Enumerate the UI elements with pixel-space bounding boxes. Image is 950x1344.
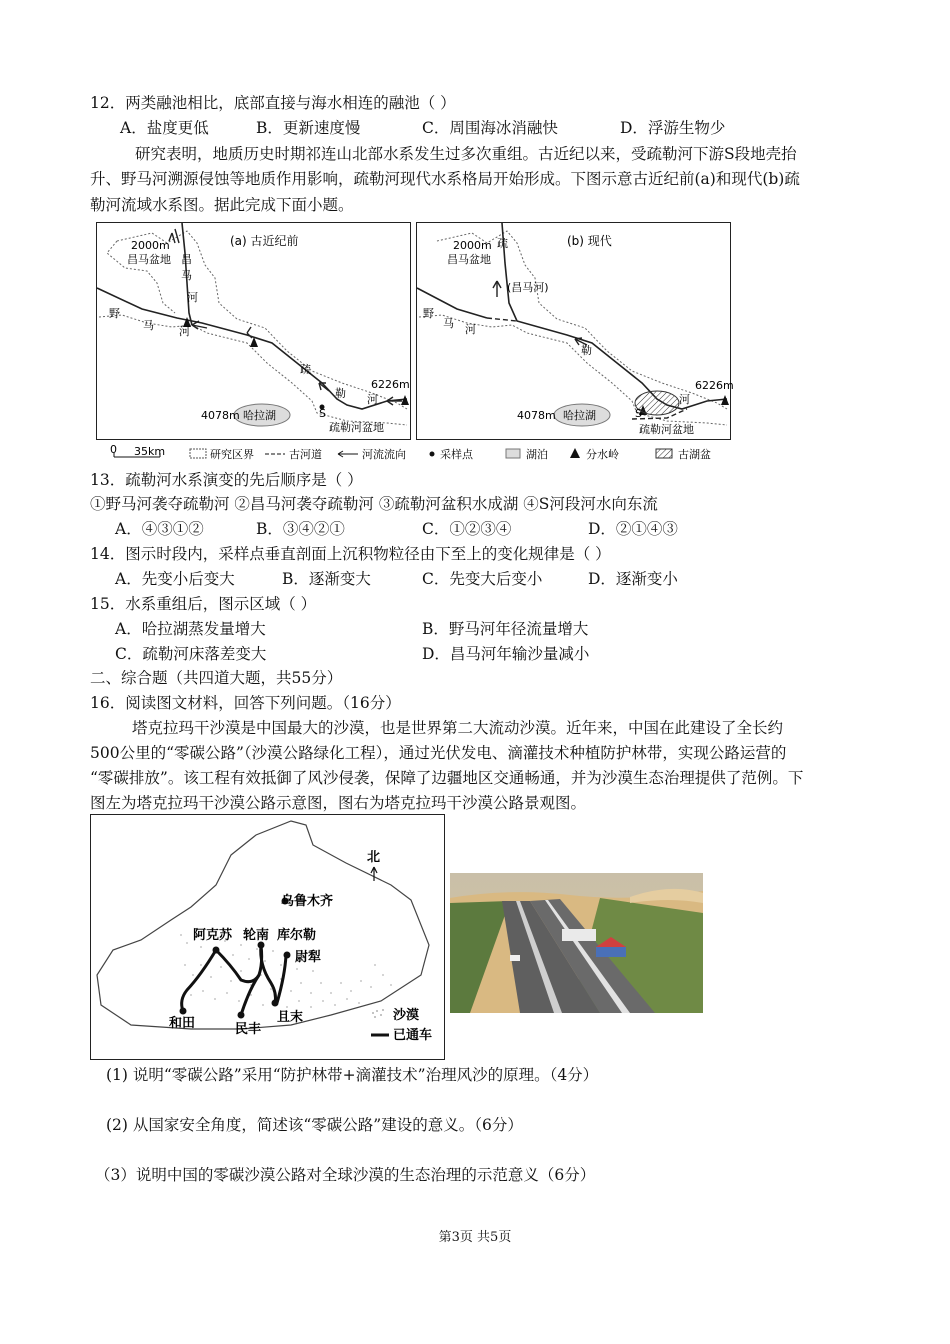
scale-35km: 35km <box>134 445 166 458</box>
map-b-river-le: 勒 <box>581 344 592 357</box>
map-b-river-shu: 疏 <box>497 237 508 250</box>
map-b-shule-basin: 疏勒河盆地 <box>639 423 694 436</box>
legend-flow-direction: 河流流向 <box>362 448 406 461</box>
city-luntai: 轮南 <box>243 928 270 943</box>
city-korla: 库尔勒 <box>277 928 317 943</box>
legend-paleo-river: 古河道 <box>289 448 322 461</box>
q13-option-c: C．①②③④ <box>422 520 512 538</box>
q13-events: ①野马河袭夺疏勒河 ②昌马河袭夺疏勒河 ③疏勒河盆积水成湖 ④S河段河水向东流 <box>90 495 658 513</box>
map-b-title: (b) 现代 <box>567 234 612 248</box>
map-a-river-char: 疏 <box>300 363 311 376</box>
map-a-paleogene <box>96 222 411 440</box>
q12-option-a: A．盐度更低 <box>120 119 209 137</box>
q14-option-c: C．先变大后变小 <box>422 570 543 588</box>
map-a-elev-2000: 2000m <box>131 239 170 252</box>
q14-option-a: A．先变小后变大 <box>115 570 235 588</box>
q12-stem: 12．两类融池相比，底部直接与海水相连的融池（ ） <box>90 94 456 112</box>
map-a-river-char: 河 <box>179 325 190 338</box>
q16-para-1: 塔克拉玛干沙漠是中国最大的沙漠，也是世界第二大流动沙漠。近年来，中国在此建设了全长约 <box>132 719 784 737</box>
q16-para-3: “零碳排放”。该工程有效抵御了风沙侵袭，保障了边疆地区交通畅通，并为沙漠生态治理提供了范例。下 <box>90 769 804 787</box>
map-b-elev-2000: 2000m <box>453 239 492 252</box>
city-minfeng: 民丰 <box>235 1022 262 1037</box>
q16-sub-1: (1) 说明“零碳公路”采用“防护林带+滴灌技术”治理风沙的原理。（4分） <box>106 1066 599 1084</box>
legend-paleo-lake: 古湖盆 <box>678 448 711 461</box>
city-urumqi: 乌鲁木齐 <box>281 894 334 909</box>
map-a-river-char: 昌 <box>181 253 192 266</box>
map-b-river-char: 河 <box>465 323 476 336</box>
q16-sub-3: （3）说明中国的零碳沙漠公路对全球沙漠的生态治理的示范意义（6分） <box>95 1166 596 1184</box>
map-a-hala-lake: 哈拉湖 <box>243 409 276 422</box>
legend-divide: 分水岭 <box>586 448 619 461</box>
map-a-river-char: 河 <box>187 291 198 304</box>
map-legend <box>110 445 750 466</box>
map-b-modern <box>416 222 734 440</box>
q13-stem: 13．疏勒河水系演变的先后顺序是（ ） <box>90 471 363 489</box>
map-b-river-char: 马 <box>443 317 454 330</box>
map-b-changma-basin: 昌马盆地 <box>447 253 491 266</box>
scale-zero: 0 <box>110 443 117 456</box>
intro-line-2: 升、野马河溯源侵蚀等地质作用影响，疏勒河现代水系格局开始形成。下图示意古近纪前(a)和现代(b)疏 <box>90 170 800 188</box>
q14-option-b: B．逐渐变大 <box>282 570 371 588</box>
q16-para-4: 图左为塔克拉玛干沙漠公路示意图，图右为塔克拉玛干沙漠公路景观图。 <box>90 794 587 812</box>
map-a-river-char: 马 <box>181 269 192 282</box>
map-b-river-he: 河 <box>679 393 690 406</box>
map-b-s-label: S <box>635 407 642 420</box>
q15-option-a: A．哈拉湖蒸发量增大 <box>115 620 266 638</box>
q15-option-b: B．野马河年径流量增大 <box>422 620 589 638</box>
map-b-changma-river: (昌马河) <box>507 281 549 294</box>
map-a-river-char: 野 <box>109 307 120 320</box>
city-yuli: 尉犁 <box>295 950 322 965</box>
q12-option-d: D．浮游生物少 <box>620 119 726 137</box>
desert-road-map <box>90 814 445 1060</box>
map-b-elev-6226: 6226m <box>695 379 734 392</box>
q16-sub-2: (2) 从国家安全角度，简述该“零碳公路”建设的意义。（6分） <box>106 1116 523 1134</box>
section-2-heading: 二、综合题（共四道大题，共55分） <box>90 669 343 687</box>
legend-lake: 湖泊 <box>526 448 548 461</box>
legend-sample-point: 采样点 <box>440 448 473 461</box>
q14-option-d: D．逐渐变小 <box>588 570 678 588</box>
legend-desert: 沙漠 <box>393 1008 420 1023</box>
city-hotan: 和田 <box>169 1016 196 1031</box>
city-qiemo: 且末 <box>277 1010 304 1025</box>
map-a-title: (a) 古近纪前 <box>230 234 299 248</box>
q15-option-d: D．昌马河年输沙量减小 <box>422 645 590 663</box>
q16-stem: 16．阅读图文材料，回答下列问题。（16分） <box>90 694 401 712</box>
map-b-hala-lake: 哈拉湖 <box>563 409 596 422</box>
page-footer: 第3页 共5页 <box>438 1230 512 1245</box>
intro-line-1: 研究表明，地质历史时期祁连山北部水系发生过多次重组。古近纪以来，受疏勒河下游S段地壳抬 <box>135 145 797 163</box>
map-a-elev-6226: 6226m <box>371 378 410 391</box>
intro-line-3: 勒河流域水系图。据此完成下面小题。 <box>90 196 354 214</box>
q13-option-a: A．④③①② <box>115 520 204 538</box>
city-aksu: 阿克苏 <box>193 928 233 943</box>
map-a-shule-basin: 疏勒河盆地 <box>329 421 384 434</box>
legend-road-open: 已通车 <box>393 1028 433 1043</box>
q13-option-d: D．②①④③ <box>588 520 678 538</box>
north-arrow-label: 北 <box>367 850 381 865</box>
map-a-river-char: 马 <box>143 319 154 332</box>
map-a-elev-4078: 4078m <box>201 409 240 422</box>
q16-para-2: 500公里的“零碳公路”（沙漠公路绿化工程），通过光伏发电、滴灌技术种植防护林带，实现公路运营的 <box>90 744 787 762</box>
q14-stem: 14．图示时段内，采样点垂直剖面上沉积物粒径由下至上的变化规律是（ ） <box>90 545 611 563</box>
q12-option-c: C．周围海冰消融快 <box>422 119 558 137</box>
map-a-river-char: 勒 <box>335 387 346 400</box>
q13-option-b: B．③④②① <box>256 520 345 538</box>
map-a-river-char: 河 <box>367 393 378 406</box>
desert-road-photo <box>450 873 703 1013</box>
q15-stem: 15．水系重组后，图示区域（ ） <box>90 595 317 613</box>
map-b-elev-4078: 4078m <box>517 409 556 422</box>
q15-option-c: C．疏勒河床落差变大 <box>115 645 267 663</box>
legend-boundary: 研究区界 <box>210 448 254 461</box>
map-b-river-char: 野 <box>423 307 434 320</box>
map-a-s-label: S <box>319 407 326 420</box>
map-a-changma-basin: 昌马盆地 <box>127 253 171 266</box>
q12-option-b: B．更新速度慢 <box>256 119 361 137</box>
